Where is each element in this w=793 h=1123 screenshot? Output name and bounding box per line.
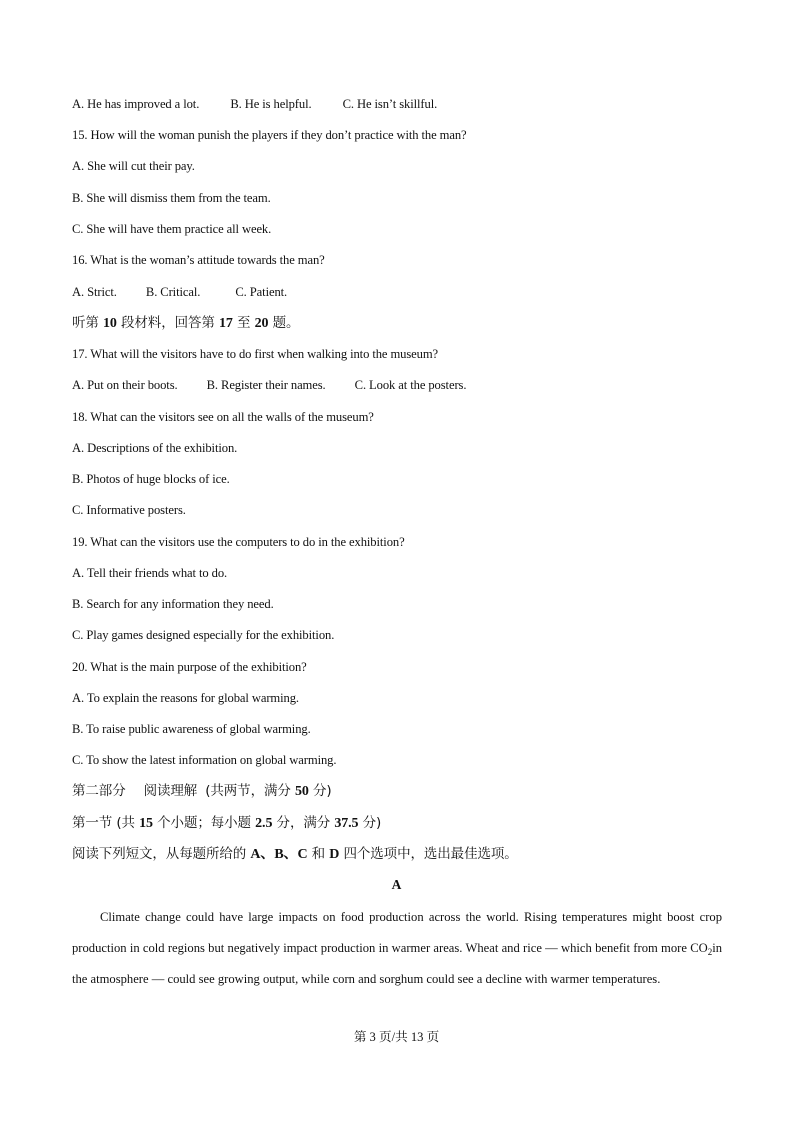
q14-option-b: B. He is helpful. bbox=[230, 97, 312, 111]
part-2-heading: 第二部分 阅读理解 (共两节，满分 50 分) bbox=[72, 783, 332, 799]
q17-options bbox=[72, 377, 466, 393]
section-1-heading: 第一节 (共 15 个小题；每小题 2.5 分，满分 37.5 分) bbox=[72, 815, 382, 831]
passage-a-paragraph: Climate change could have large impacts on food production across the world. Rising temperatures might boost crop production in cold regions but negatively impact production in warmer areas. Wheat and rice — which benefit from more $CO_2in$ the atmosphere — could see growing output, while corn and sorghum could see a decline with warmer temperatures. bbox=[72, 910, 722, 986]
q15-option-c: C. She will have them practice all week. bbox=[72, 222, 272, 236]
q17-option-c: C. Look at the posters. bbox=[354, 378, 467, 392]
q15-option-a: A. She will cut their pay. bbox=[72, 159, 195, 173]
reading-instruction: 阅读下列短文，从每题所给的 A、B、C 和 D 四个选项中，选出最佳选项。 bbox=[72, 846, 518, 862]
q17-question: 17. What will the visitors have to do first when walking into the museum? bbox=[72, 347, 439, 361]
q19-option-a: A. Tell their friends what to do. bbox=[72, 566, 228, 580]
section-10-heading: 听第 10 段材料，回答第 17 至 20 题。 bbox=[72, 315, 300, 331]
q16-option-a: A. Strict. bbox=[72, 285, 117, 299]
q19-option-c: C. Play games designed especially for the exhibition. bbox=[72, 628, 335, 642]
q14-option-c: C. He isn’t skillful. bbox=[342, 97, 438, 111]
q19-option-b: B. Search for any information they need. bbox=[72, 597, 274, 611]
q16-question: 16. What is the woman’s attitude towards the man? bbox=[72, 253, 325, 267]
q18-option-a: A. Descriptions of the exhibition. bbox=[72, 441, 238, 455]
page-footer: 第 3 页/共 13 页 bbox=[353, 1030, 440, 1044]
q19-question: 19. What can the visitors use the computers to do in the exhibition? bbox=[72, 535, 405, 549]
q16-option-c: C. Patient. bbox=[235, 285, 288, 299]
q14-option-a: A. He has improved a lot. bbox=[72, 97, 200, 111]
q20-option-b: B. To raise public awareness of global warming. bbox=[72, 722, 311, 736]
q18-option-c: C. Informative posters. bbox=[72, 503, 186, 517]
q16-options bbox=[72, 284, 287, 300]
q18-question: 18. What can the visitors see on all the walls of the museum? bbox=[72, 410, 374, 424]
q17-option-a: A. Put on their boots. bbox=[72, 378, 178, 392]
q20-question: 20. What is the main purpose of the exhibition? bbox=[72, 660, 307, 674]
q14-options bbox=[72, 96, 437, 112]
q16-option-b: B. Critical. bbox=[145, 285, 201, 299]
q17-option-b: B. Register their names. bbox=[206, 378, 326, 392]
passage-label: A bbox=[391, 877, 402, 892]
q15-option-b: B. She will dismiss them from the team. bbox=[72, 191, 271, 205]
q18-option-b: B. Photos of huge blocks of ice. bbox=[72, 472, 230, 486]
q20-option-c: C. To show the latest information on global warming. bbox=[72, 753, 337, 767]
q20-option-a: A. To explain the reasons for global warming. bbox=[72, 691, 299, 705]
q15-question: 15. How will the woman punish the players if they don’t practice with the man? bbox=[72, 128, 467, 142]
